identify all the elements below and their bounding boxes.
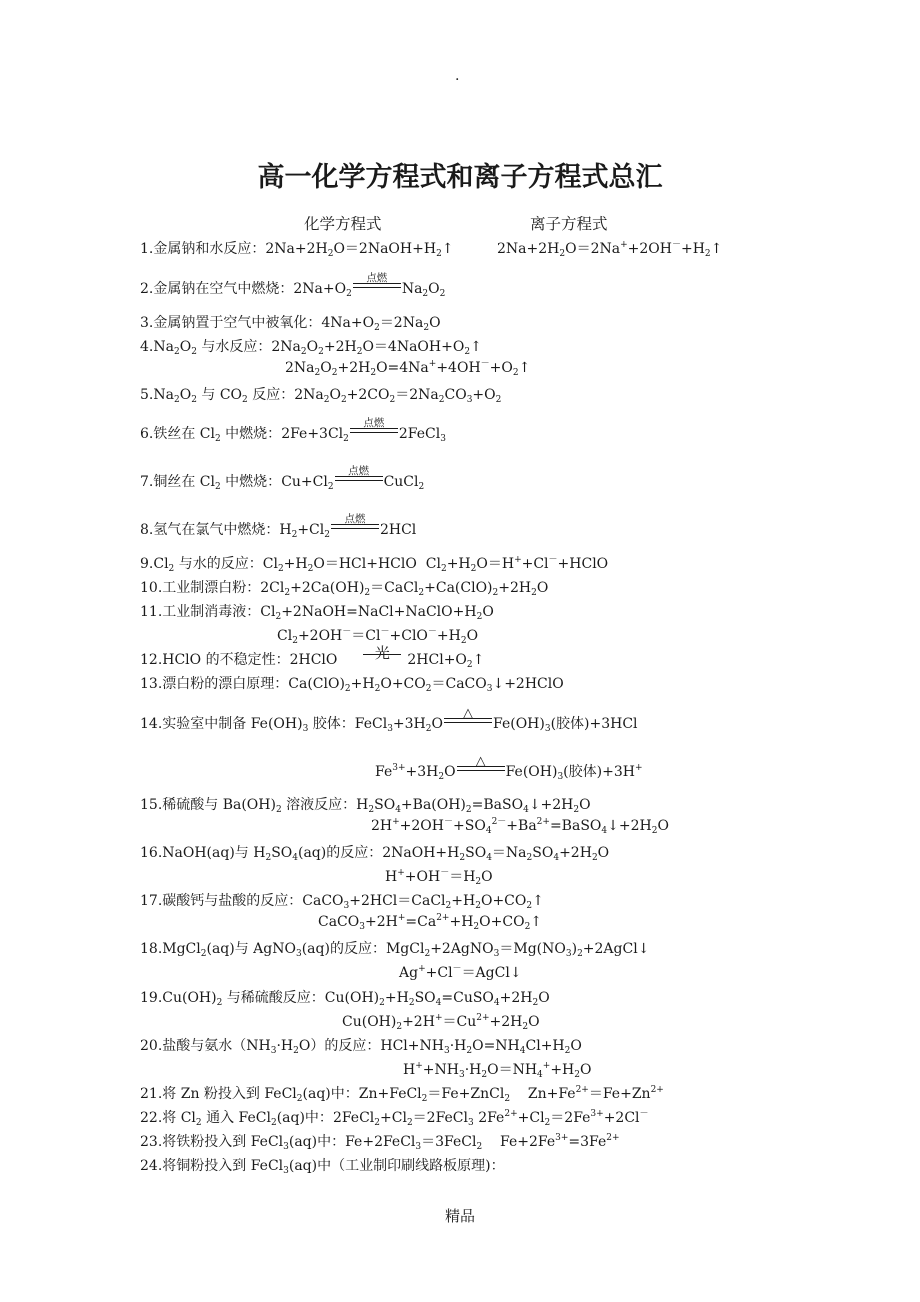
ignite-condition-arrow: 点燃 xyxy=(350,428,398,438)
page-dot: . xyxy=(455,68,460,84)
ignite-condition-arrow: 点燃 xyxy=(335,476,383,486)
page-title: 高一化学方程式和离子方程式总汇 xyxy=(257,162,663,193)
ignite-condition-arrow: 点燃 xyxy=(353,283,401,293)
item-18-ionic-equation: Ag++Cl－＝AgCl↓ xyxy=(399,964,522,981)
item-1-chemical-equation: $2Na+2H_2O=2NaOH+H_2↑$ xyxy=(265,241,454,259)
item-9-chemical-equation: $Cl_2+H_2O=HCl+HClO$ xyxy=(262,556,417,574)
item-17-label: 17.碳酸钙与盐酸的反应： xyxy=(140,893,303,909)
item-12-chemical-equation: 2HClO 光 $2HCl+O_2↑$ xyxy=(289,644,485,670)
item-16-ionic-equation: $H^++OH^-=H_2O$ xyxy=(385,868,493,887)
item-8-label: 8.氢气在氯气中燃烧： xyxy=(140,522,280,538)
item-24-label: 24.将铜粉投入到 FeCl$_3$(aq)中（工业制印刷线路板原理)： xyxy=(140,1158,505,1176)
item-5-chemical-equation: $2Na_2O_2+2CO_2=2Na_2CO_3+O_2$ xyxy=(294,387,502,405)
item-4-chemical-equation: $2Na_2O_2+2H_2O=4NaOH+O_2↑$ xyxy=(271,339,482,357)
equation-item-17 xyxy=(140,890,544,910)
item-17-ionic-equation: $CaCO_3+2H^+=Ca^{2+}+H_2O+CO_2↑$ xyxy=(318,913,543,932)
page-footer: 精品 xyxy=(444,1207,475,1225)
equation-item-12 xyxy=(140,644,485,670)
item-22-ionic-equation: $2Fe^{2+}+Cl_2=2Fe^{3+}+2Cl^-$ xyxy=(478,1109,649,1128)
equation-item-19 xyxy=(140,987,550,1007)
item-14-chemical-equation: $FeCl_3+3H_2O$ △ $Fe(OH)_3$(胶体)+3HCl xyxy=(354,706,638,734)
item-9-ionic-equation: $Cl_2+H_2O=H^++Cl^-+HClO$ xyxy=(425,555,609,574)
item-1-ionic-equation: $2Na+2H_2O=2Na^++2OH^-+H_2↑$ xyxy=(497,240,723,259)
item-19-chemical-equation: $Cu(OH)_2+H_2SO_4=CuSO_4+2H_2O$ xyxy=(324,990,550,1008)
item-23-chemical-equation: Fe+2FeCl$_3$＝3FeCl$_2$ xyxy=(345,1134,483,1152)
item-23-label: 23.将铁粉投入到 FeCl$_3$(aq)中： xyxy=(140,1134,346,1152)
item-1-label: 1.金属钠和水反应： xyxy=(140,241,266,257)
item-9-label: $9.Cl_2$ 与水的反应： xyxy=(140,556,263,574)
item-18-label: 18.MgCl$_2$(aq)与 AgNO$_3$(aq)的反应： xyxy=(140,941,386,959)
item-16-chemical-equation: $2NaOH+H_2SO_4=Na_2SO_4+2H_2O$ xyxy=(382,845,610,863)
item-10-chemical-equation: $2Cl_2+2Ca(OH)_2=CaCl_2+Ca(ClO)_2+2H_2O$ xyxy=(260,580,549,598)
item-6-label: 6.铁丝在 $Cl_2$ 中燃烧： xyxy=(140,426,282,444)
item-7-chemical-equation: $Cu+Cl_2$ 点燃 CuCl$_2$ xyxy=(281,465,425,492)
item-21-ionic-equation: $Zn+Fe^{2+}=Fe+Zn^{2+}$ xyxy=(527,1085,664,1102)
heat-condition-arrow: △ xyxy=(444,718,492,728)
item-3-label: 3.金属钠置于空气中被氧化： xyxy=(140,315,322,331)
item-7-label: 7.铜丝在 $Cl_2$ 中燃烧： xyxy=(140,474,282,492)
item-19-ionic-equation: $Cu(OH)_2+2H^+=Cu^{2+}+2H_2O$ xyxy=(342,1013,540,1032)
item-20-ionic-equation: $H^++NH_3\cdot H_2O=NH_4^++H_2O$ xyxy=(403,1061,592,1080)
item-6-chemical-equation: $2Fe+3Cl_2$ 点燃 2FeCl$_3$ xyxy=(281,417,446,444)
item-5-label: $5.Na_2O_2$ 与 $CO_2$ 反应： xyxy=(140,387,295,405)
equation-item-2 xyxy=(140,272,446,299)
equation-item-8 xyxy=(140,513,417,540)
item-11-ionic-equation: $Cl_2+2OH^-=Cl^-+ClO^-+H_2O$ xyxy=(277,627,479,646)
item-2-chemical-equation: $2Na+O_2$ 点燃 $Na_2O_2$ xyxy=(293,272,446,299)
item-14-label: 14.实验室中制备 $Fe(OH)_3$ 胶体： xyxy=(140,716,355,734)
equation-item-1 xyxy=(140,238,454,258)
equation-item-5 xyxy=(140,384,501,404)
item-15-ionic-equation: $2H^++2OH^-+SO_4^{2-}+Ba^{2+}=BaSO_4↓+2H_2O$ xyxy=(371,817,669,836)
equation-item-16 xyxy=(140,842,609,862)
equation-item-4 xyxy=(140,336,482,356)
item-21-chemical-equation: Zn+FeCl$_2$＝Fe+ZnCl$_2$ xyxy=(358,1086,511,1104)
item-22-chemical-equation: $2FeCl_2+Cl_2=2FeCl_3$ xyxy=(332,1110,474,1128)
equation-item-13 xyxy=(140,673,564,693)
item-19-label: $19.Cu(OH)_2$ 与稀硫酸反应： xyxy=(140,990,325,1008)
item-11-chemical-equation: $Cl_2+2NaOH=NaCl+NaClO+H_2O$ xyxy=(260,604,494,622)
item-22-label: 22.将 $Cl_2$ 通入 FeCl$_2$(aq)中： xyxy=(140,1110,333,1128)
equation-item-3 xyxy=(140,312,441,332)
equation-item-10 xyxy=(140,577,548,597)
item-13-chemical-equation: $Ca(ClO)_2+H_2O+CO_2=CaCO_3↓+2HClO$ xyxy=(288,676,564,694)
item-16-label: 16.NaOH(aq)与 $H_2SO_4(aq)$的反应： xyxy=(140,845,383,863)
equation-item-6 xyxy=(140,417,446,444)
item-4-ionic-equation: $2Na_2O_2+2H_2O=4Na^++4OH^-+O_2↑$ xyxy=(285,359,531,378)
equation-item-11 xyxy=(140,601,494,621)
item-4-label: $4.Na_2O_2$ 与水反应： xyxy=(140,339,272,357)
item-10-label: 10.工业制漂白粉： xyxy=(140,580,261,596)
light-condition-arrow: 光 xyxy=(339,654,405,664)
item-15-label: 15.稀硫酸与 $Ba(OH)_2$ 溶液反应： xyxy=(140,797,357,815)
item-20-chemical-equation: $HCl+NH_3\cdot H_2O=NH_4Cl+H_2O$ xyxy=(380,1038,582,1056)
item-11-label: 11.工业制消毒液： xyxy=(140,604,261,620)
equation-item-23 xyxy=(140,1131,620,1151)
item-18-chemical-equation: $MgCl_2+2AgNO_3=Mg(NO_3)_2+2AgCl↓$ xyxy=(385,941,650,959)
equation-item-21 xyxy=(140,1083,664,1103)
header-chemical-equation: 化学方程式 xyxy=(304,215,382,233)
equation-item-24 xyxy=(140,1155,505,1175)
item-23-ionic-equation: $Fe+2Fe^{3+}=3Fe^{2+}$ xyxy=(500,1133,620,1150)
equation-item-15 xyxy=(140,794,591,814)
item-8-chemical-equation: $H_2+Cl_2$ 点燃 2HCl xyxy=(279,513,417,540)
item-15-chemical-equation: $H_2SO_4+Ba(OH)_2=BaSO_4↓+2H_2O$ xyxy=(356,797,591,815)
item-2-label: 2.金属钠在空气中燃烧： xyxy=(140,281,294,297)
item-13-label: 13.漂白粉的漂白原理： xyxy=(140,676,289,692)
ignite-condition-arrow: 点燃 xyxy=(331,524,379,534)
equation-item-14 xyxy=(140,706,638,734)
equation-item-22 xyxy=(140,1107,649,1127)
item-14-ionic-equation: $Fe^{3+}+3H_2O$ △ $Fe(OH)_3$(胶体)+3H+ xyxy=(375,754,643,782)
item-21-label: 21.将 Zn 粉投入到 FeCl$_2$(aq)中： xyxy=(140,1086,359,1104)
equation-item-7 xyxy=(140,465,425,492)
header-ionic-equation: 离子方程式 xyxy=(530,215,608,233)
item-3-chemical-equation: $4Na+O_2=2Na_2O$ xyxy=(321,315,441,333)
equation-item-20 xyxy=(140,1035,582,1055)
equation-item-18 xyxy=(140,938,649,958)
equation-item-9 xyxy=(140,553,608,573)
item-12-label: 12.HClO 的不稳定性： xyxy=(140,652,290,668)
item-20-label: 20.盐酸与氨水$(NH_3\cdot H_2O)$的反应： xyxy=(140,1038,381,1056)
item-17-chemical-equation: $CaCO_3+2HCl=CaCl_2+H_2O+CO_2↑$ xyxy=(302,893,544,911)
heat-condition-arrow: △ xyxy=(457,766,505,776)
